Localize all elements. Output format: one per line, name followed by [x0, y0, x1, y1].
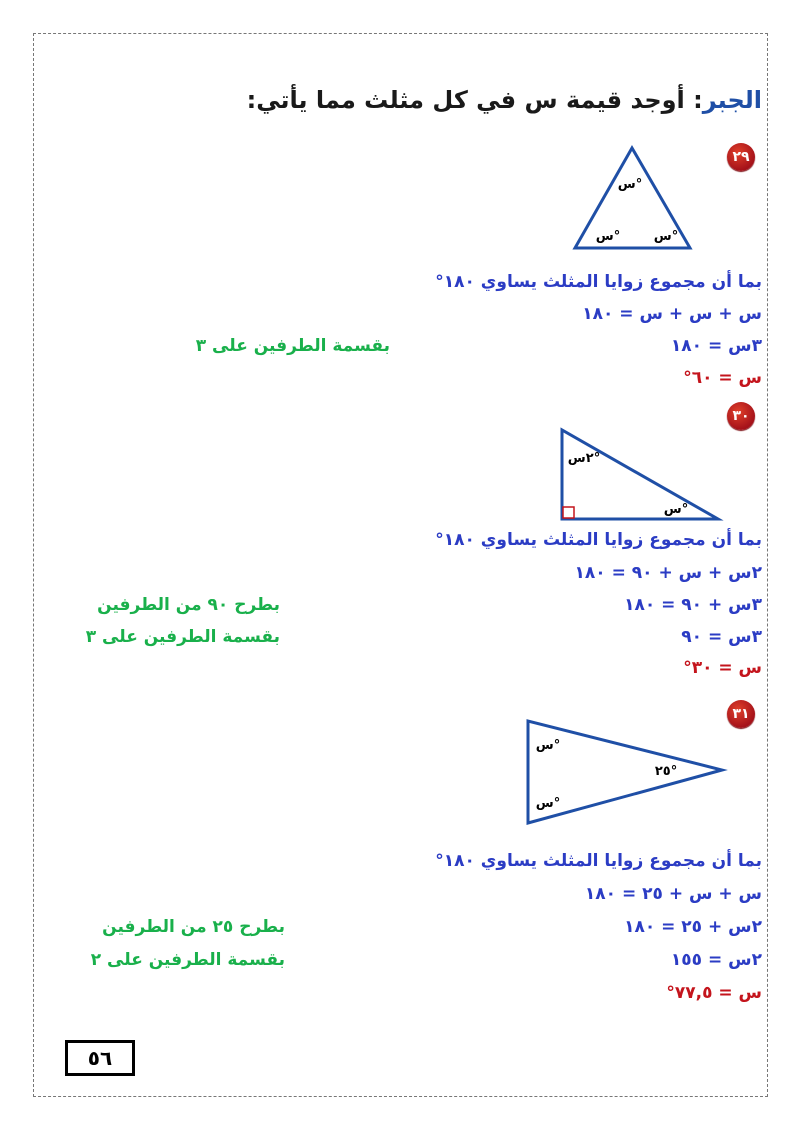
step-note: بقسمة الطرفين على ٣: [195, 336, 390, 356]
step-note: بطرح ٢٥ من الطرفين: [102, 917, 285, 937]
answer-line: س = ٣٠°: [683, 658, 762, 678]
statement-line: بما أن مجموع زوايا المثلث يساوي ١٨٠°: [435, 272, 762, 292]
step-note: بطرح ٩٠ من الطرفين: [97, 595, 280, 615]
angle-label: س°: [663, 502, 689, 517]
angle-label: س°: [617, 177, 643, 192]
header-keyword: الجبر: [702, 86, 762, 114]
equation-line: ٢س + ٢٥ = ١٨٠: [624, 917, 762, 937]
angle-label: س°: [653, 229, 679, 244]
equation-line: ٣س + ٩٠ = ١٨٠: [624, 595, 762, 615]
problem-number-badge: ٣١: [727, 700, 755, 728]
angle-label: ٢٥°: [654, 764, 678, 779]
answer-line: س = ٧٧,٥°: [666, 983, 762, 1003]
equation-line: ٢س + س + ٩٠ = ١٨٠: [574, 563, 762, 583]
header-instruction: : أوجد قيمة س في كل مثلث مما يأتي:: [246, 86, 703, 114]
page-number: ٥٦: [65, 1040, 135, 1076]
angle-label: س°: [535, 738, 561, 753]
statement-line: بما أن مجموع زوايا المثلث يساوي ١٨٠°: [435, 851, 762, 871]
problem-number-badge: ٣٠: [727, 402, 755, 430]
angle-label: س°: [595, 229, 621, 244]
right-angle-marker: [563, 507, 574, 518]
equation-line: س + س + س = ١٨٠: [582, 304, 762, 324]
section-header: [247, 86, 762, 114]
triangle-diagram: [520, 715, 730, 830]
problem-number-badge: ٢٩: [727, 143, 755, 171]
equation-line: ٣س = ٩٠: [681, 627, 762, 647]
step-note: بقسمة الطرفين على ٢: [90, 950, 285, 970]
triangle-diagram: [560, 140, 720, 255]
angle-label: س°: [535, 796, 561, 811]
equation-line: ٢س = ١٥٥: [670, 950, 762, 970]
triangle-shape: [562, 430, 718, 519]
equation-line: س + س + ٢٥ = ١٨٠: [584, 884, 762, 904]
step-note: بقسمة الطرفين على ٣: [85, 627, 280, 647]
angle-label: ٢س°: [567, 451, 601, 466]
answer-line: س = ٦٠°: [683, 368, 762, 388]
equation-line: ٣س = ١٨٠: [670, 336, 762, 356]
triangle-diagram: [550, 420, 730, 525]
statement-line: بما أن مجموع زوايا المثلث يساوي ١٨٠°: [435, 530, 762, 550]
